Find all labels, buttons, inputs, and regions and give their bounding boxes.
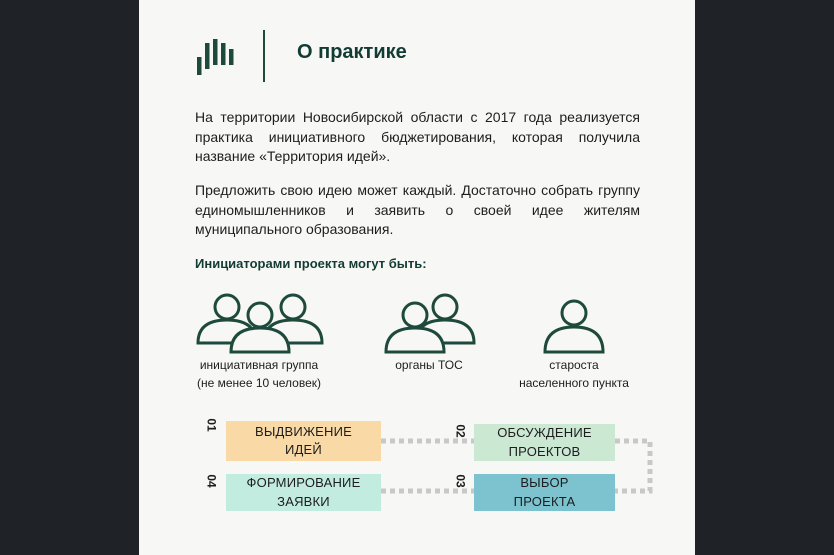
step-number-04: 04 (204, 474, 219, 488)
step-application: ФОРМИРОВАНИЕ ЗАЯВКИ (226, 474, 381, 511)
initiators-heading: Инициаторами проекта могут быть: (195, 256, 427, 271)
page (139, 0, 695, 555)
steps-connector (139, 0, 695, 555)
initiator-caption-group: инициативная группа (не менее 10 человек) (196, 358, 322, 390)
step-nomination: ВЫДВИЖЕНИЕ ИДЕЙ (226, 421, 381, 461)
page-title: О практике (297, 41, 407, 63)
idea-paragraph: Предложить свою идею может каждый. Достаточно собрать группу единомышленников и заявить о своей идее жителям муниципального образования. (195, 182, 640, 237)
step-selection: ВЫБОР ПРОЕКТА (474, 474, 615, 511)
step-number-01: 01 (204, 418, 219, 432)
initiator-caption-elder: староста населенного пункта (519, 358, 629, 390)
step-number-02: 02 (453, 424, 468, 438)
initiator-caption-tos: органы ТОС (395, 358, 463, 372)
intro-paragraph: На территории Новосибирской области с 2017 года реализуется практика инициативного бюджетирования, которая получила название «Территория идей». (195, 109, 640, 164)
step-number-03: 03 (453, 474, 468, 488)
step-discussion: ОБСУЖДЕНИЕ ПРОЕКТОВ (474, 424, 615, 461)
